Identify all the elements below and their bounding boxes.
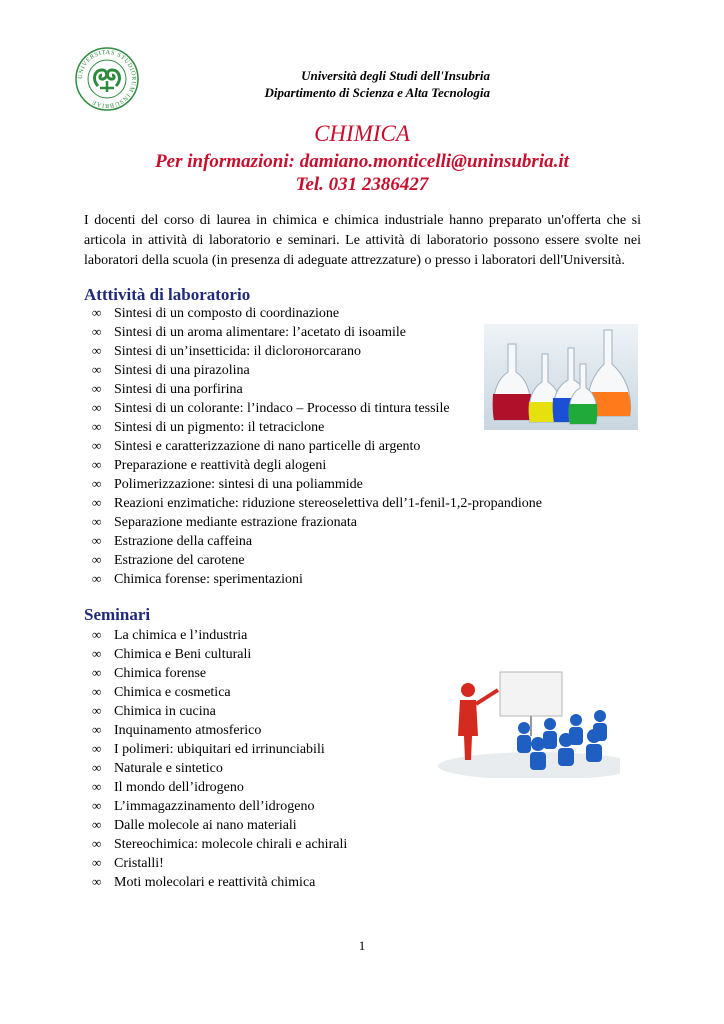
list-item-text: Moti molecolari e reattività chimica <box>114 875 316 890</box>
list-item <box>92 436 572 455</box>
bullet-icon: ∞ <box>92 514 102 529</box>
list-item-text: Sintesi di un composto di coordinazione <box>114 306 340 321</box>
bullet-icon: ∞ <box>92 646 102 661</box>
bullet-icon: ∞ <box>92 362 102 377</box>
bullet-icon: ∞ <box>92 817 102 832</box>
seminari-heading: Seminari <box>84 605 151 624</box>
list-item-text: Chimica in cucina <box>114 704 216 719</box>
bullet-icon: ∞ <box>92 684 102 699</box>
list-item <box>92 872 572 891</box>
list-item <box>92 474 572 493</box>
bullet-icon: ∞ <box>92 855 102 870</box>
list-item-text: Cristalli! <box>114 856 164 871</box>
list-item-text: Chimica forense: sperimentazioni <box>114 572 303 587</box>
bullet-icon: ∞ <box>92 400 102 415</box>
list-item <box>92 625 572 644</box>
list-item-text: Sintesi di una porfirina <box>114 382 243 397</box>
list-item-text: Reazioni enzimatiche: riduzione stereoselettiva dell’1-fenil-1,2-propandione <box>114 496 542 511</box>
bullet-icon: ∞ <box>92 476 102 491</box>
bullet-icon: ∞ <box>92 438 102 453</box>
bullet-icon: ∞ <box>92 665 102 680</box>
bullet-icon: ∞ <box>92 627 102 642</box>
list-item-text: Separazione mediante estrazione frazionata <box>114 515 357 530</box>
list-item-text: Estrazione del carotene <box>114 553 245 568</box>
bullet-icon: ∞ <box>92 779 102 794</box>
bullet-icon: ∞ <box>92 457 102 472</box>
bullet-icon: ∞ <box>92 533 102 548</box>
list-item <box>92 815 572 834</box>
list-item-text: I polimeri: ubiquitari ed irrinunciabili <box>114 742 325 757</box>
list-item-text: Chimica e cosmetica <box>114 685 231 700</box>
bullet-icon: ∞ <box>92 552 102 567</box>
list-item-text: L’immagazzinamento dell’idrogeno <box>114 799 315 814</box>
bullet-icon: ∞ <box>92 305 102 320</box>
bullet-icon: ∞ <box>92 381 102 396</box>
list-item <box>92 455 572 474</box>
list-item-text: Sintesi di un’insetticida: il diclorонorcarano <box>114 344 361 359</box>
institution-header <box>150 67 490 101</box>
list-item <box>92 531 572 550</box>
bullet-icon: ∞ <box>92 495 102 510</box>
bullet-icon: ∞ <box>92 343 102 358</box>
list-item-text: La chimica e l’industria <box>114 628 248 643</box>
list-item-text: Polimerizzazione: sintesi di una poliammide <box>114 477 363 492</box>
list-item <box>92 550 572 569</box>
university-logo <box>74 46 140 112</box>
list-item <box>92 853 572 872</box>
list-item-text: Naturale e sintetico <box>114 761 223 776</box>
list-item <box>92 796 572 815</box>
contact-phone: Tel. 031 2386427 <box>295 174 429 195</box>
bullet-icon: ∞ <box>92 571 102 586</box>
svg-text:UNIVERSITAS STUDIORUM INSUBRIA: UNIVERSITAS STUDIORUM INSUBRIAE <box>76 48 138 110</box>
university-name: Università degli Studi dell'Insubria <box>301 68 490 83</box>
list-item-text: Sintesi di una pirazolina <box>114 363 250 378</box>
list-item-text: Sintesi di un pigmento: il tetraciclone <box>114 420 325 435</box>
bullet-icon: ∞ <box>92 741 102 756</box>
bullet-icon: ∞ <box>92 703 102 718</box>
list-item-text: Dalle molecole ai nano materiali <box>114 818 297 833</box>
list-item-text: Estrazione della caffeina <box>114 534 253 549</box>
list-item-text: Sintesi di un aroma alimentare: l’acetato di isoamile <box>114 325 406 340</box>
list-item-text: Preparazione e reattività degli alogeni <box>114 458 327 473</box>
contact-info[interactable]: Per informazioni: damiano.monticelli@uninsubria.it <box>155 151 569 172</box>
list-item-text: Sintesi di un colorante: l’indaco – Processo di tintura tessile <box>114 401 450 416</box>
bullet-icon: ∞ <box>92 798 102 813</box>
list-item-text: Chimica e Beni culturali <box>114 647 252 662</box>
list-item <box>92 303 572 322</box>
bullet-icon: ∞ <box>92 324 102 339</box>
list-item <box>92 834 572 853</box>
seminar-image <box>428 666 620 778</box>
page-number: 1 <box>358 938 366 953</box>
lab-heading: Atttività di laboratorio <box>84 285 251 304</box>
intro-paragraph: I docenti del corso di laurea in chimica e chimica industriale hanno preparato un'offerta che si articola in attività di laboratorio e seminari. Le attività di laboratorio possono essere svolte nei laboratori della scuola (in presenza di adeguate attrezzature) o presso i laboratori dell'Università. <box>84 213 641 268</box>
list-item-text: Stereochimica: molecole chirali e achirali <box>114 837 348 852</box>
bullet-icon: ∞ <box>92 760 102 775</box>
bullet-icon: ∞ <box>92 874 102 889</box>
list-item-text: Sintesi e caratterizzazione di nano particelle di argento <box>114 439 421 454</box>
list-item-text: Chimica forense <box>114 666 207 681</box>
list-item <box>92 493 572 512</box>
list-item <box>92 569 572 588</box>
list-item-text: Il mondo dell’idrogeno <box>114 780 244 795</box>
list-item <box>92 777 572 796</box>
list-item-text: Inquinamento atmosferico <box>114 723 262 738</box>
list-item <box>92 644 572 663</box>
page-title: CHIMICA <box>314 121 410 146</box>
department-name: Dipartimento di Scienza e Alta Tecnologia <box>264 85 490 100</box>
list-item <box>92 512 572 531</box>
lab-flasks-image <box>484 324 638 430</box>
bullet-icon: ∞ <box>92 419 102 434</box>
bullet-icon: ∞ <box>92 836 102 851</box>
bullet-icon: ∞ <box>92 722 102 737</box>
